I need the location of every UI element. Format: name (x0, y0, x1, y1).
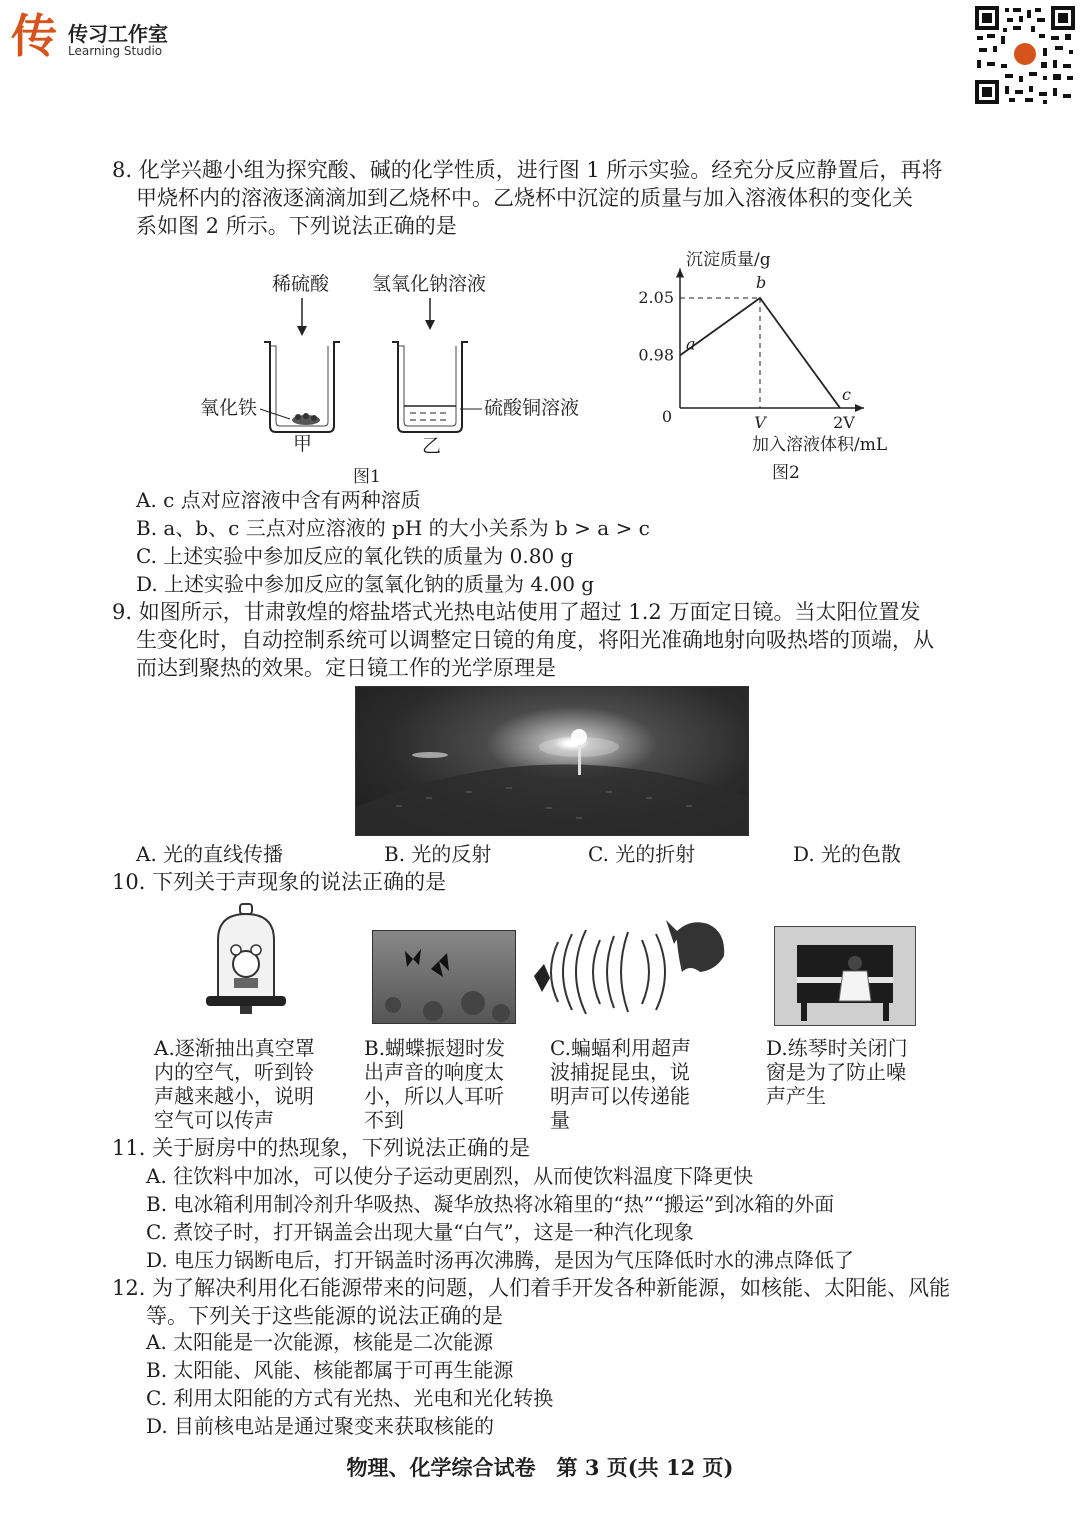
q10-option-b-line-2: 出声音的响度太 (364, 1060, 504, 1084)
q12-option-b: B. 太阳能、风能、核能都属于可再生能源 (146, 1358, 514, 1382)
q10-option-d (766, 1036, 946, 1108)
q11-stem: 11. 关于厨房中的热现象，下列说法正确的是 (112, 1136, 531, 1160)
q12-line-1: 12. 为了解决利用化石能源带来的问题，人们着手开发各种新能源，如核能、太阳能、风能 (112, 1276, 951, 1300)
point-label-c: c (842, 385, 851, 404)
q9-stem (112, 598, 982, 682)
x-tick-label-2v: 2V (833, 413, 855, 432)
q8-line-2: 甲烧杯内的溶液逐滴滴加到乙烧杯中。乙烧杯中沉淀的质量与加入溶液体积的变化关 (136, 186, 913, 210)
butterflies-image (372, 930, 516, 1024)
q12-stem (112, 1274, 982, 1330)
q10-option-c-line-4: 量 (550, 1108, 570, 1132)
q12-option-d: D. 目前核电站是通过聚变来获取核能的 (146, 1414, 495, 1438)
origin-label: 0 (661, 407, 672, 426)
figure-1-caption: 图1 (353, 467, 381, 487)
point-label-b: b (756, 273, 767, 292)
chart-ylabel: 沉淀质量/g (686, 250, 771, 270)
q10-option-d-line-2: 窗是为了防止噪 (766, 1060, 906, 1084)
page-footer: 物理、化学综合试卷 第 3 页(共 12 页) (346, 1455, 734, 1480)
q9-option-d: D. 光的色散 (793, 842, 902, 866)
logo-text-cn: 传习工作室 (68, 22, 168, 46)
q10-option-a-line-1: A.逐渐抽出真空罩 (154, 1036, 315, 1060)
q10-option-b-line-3: 小，所以人耳听 (364, 1084, 504, 1108)
q8-line-3: 系如图 2 所示。下列说法正确的是 (136, 214, 457, 238)
bat-echolocation-image (530, 912, 730, 1020)
q10-option-b-line-1: B.蝴蝶振翅时发 (364, 1036, 506, 1060)
q10-option-a (154, 1036, 354, 1132)
label-beaker-jia: 甲 (293, 433, 313, 455)
figure-2-caption: 图2 (772, 463, 800, 483)
q12-option-c: C. 利用太阳能的方式有光热、光电和光化转换 (146, 1386, 554, 1410)
q12-options (146, 1328, 946, 1440)
q10-option-c (550, 1036, 730, 1132)
q10-option-d-line-1: D.练琴时关闭门 (766, 1036, 908, 1060)
q10-option-b (364, 1036, 544, 1132)
y-tick-label-1: 0.98 (638, 345, 674, 365)
y-tick-label-2: 2.05 (638, 288, 674, 307)
q8-option-c: C. 上述实验中参加反应的氧化铁的质量为 0.80 g (136, 544, 574, 568)
q11-option-d: D. 电压力锅断电后，打开锅盖时汤再次沸腾，是因为气压降低时水的沸点降低了 (146, 1248, 855, 1272)
piano-image (774, 926, 916, 1026)
q10-option-d-line-3: 声产生 (766, 1084, 826, 1108)
q12-option-a: A. 太阳能是一次能源，核能是二次能源 (146, 1330, 494, 1354)
q10-option-a-line-3: 声越来越小，说明 (154, 1084, 314, 1108)
point-label-a: a (686, 334, 696, 354)
q8-options (136, 486, 956, 598)
q11-options (146, 1162, 996, 1274)
figure-1 (190, 262, 610, 487)
q10-option-a-line-4: 空气可以传声 (154, 1108, 274, 1132)
q9-line-2: 生变化时，自动控制系统可以调整定日镜的角度，将阳光准确地射向吸热塔的顶端，从 (136, 628, 934, 652)
q9-option-a: A. 光的直线传播 (136, 842, 284, 866)
logo-text-en: Learning Studio (68, 44, 163, 58)
q8-line-1: 8. 化学兴趣小组为探究酸、碱的化学性质，进行图 1 所示实验。经充分反应静置后，再将 (112, 158, 943, 182)
q9-line-3: 而达到聚热的效果。定日镜工作的光学原理是 (136, 656, 556, 680)
figure-2 (630, 238, 930, 488)
qr-code (973, 4, 1077, 106)
q9-options (136, 840, 936, 868)
q11-option-b: B. 电冰箱利用制冷剂升华吸热、凝华放热将冰箱里的“热”“搬运”到冰箱的外面 (146, 1192, 835, 1216)
label-beaker-yi: 乙 (422, 435, 442, 457)
q9-option-c: C. 光的折射 (588, 842, 696, 866)
q10-option-a-line-2: 内的空气，听到铃 (154, 1060, 314, 1084)
chart-xlabel: 加入溶液体积/mL (752, 435, 888, 455)
q10-option-c-line-1: C.蝙蝠利用超声 (550, 1036, 691, 1060)
q10-option-c-line-2: 波捕捉昆虫，说 (550, 1060, 690, 1084)
q9-option-b: B. 光的反射 (384, 842, 492, 866)
y-axis-arrow (676, 268, 684, 277)
q10-stem: 10. 下列关于声现象的说法正确的是 (112, 870, 447, 894)
x-axis-arrow (855, 404, 864, 412)
q12-line-2: 等。下列关于这些能源的说法正确的是 (146, 1304, 503, 1328)
q8-stem (112, 156, 982, 240)
x-tick-label-v: V (754, 413, 766, 432)
label-copper-sulfate: 硫酸铜溶液 (484, 397, 580, 419)
q9-line-1: 9. 如图所示，甘肃敦煌的熔盐塔式光热电站使用了超过 1.2 万面定日镜。当太阳位置发 (112, 600, 921, 624)
q8-option-d: D. 上述实验中参加反应的氢氧化钠的质量为 4.00 g (136, 572, 595, 596)
bell-jar-image (200, 900, 292, 1020)
label-dilute-sulfuric-acid: 稀硫酸 (272, 273, 330, 295)
q11-option-c: C. 煮饺子时，打开锅盖会出现大量“白气”，这是一种汽化现象 (146, 1220, 694, 1244)
q11-option-a: A. 往饮料中加冰，可以使分子运动更剧烈，从而使饮料温度下降更快 (146, 1164, 754, 1188)
logo (6, 8, 206, 68)
q8-option-b: B. a、b、c 三点对应溶液的 pH 的大小关系为 b > a > c (136, 516, 650, 540)
q8-option-a: A. c 点对应溶液中含有两种溶质 (136, 488, 421, 512)
q10-option-c-line-3: 明声可以传递能 (550, 1084, 690, 1108)
label-iron-oxide: 氧化铁 (200, 397, 258, 419)
q10-option-b-line-4: 不到 (364, 1108, 404, 1132)
logo-mark: 传 (11, 9, 57, 63)
solar-tower-photo (355, 686, 749, 836)
label-sodium-hydroxide: 氢氧化钠溶液 (372, 273, 487, 295)
